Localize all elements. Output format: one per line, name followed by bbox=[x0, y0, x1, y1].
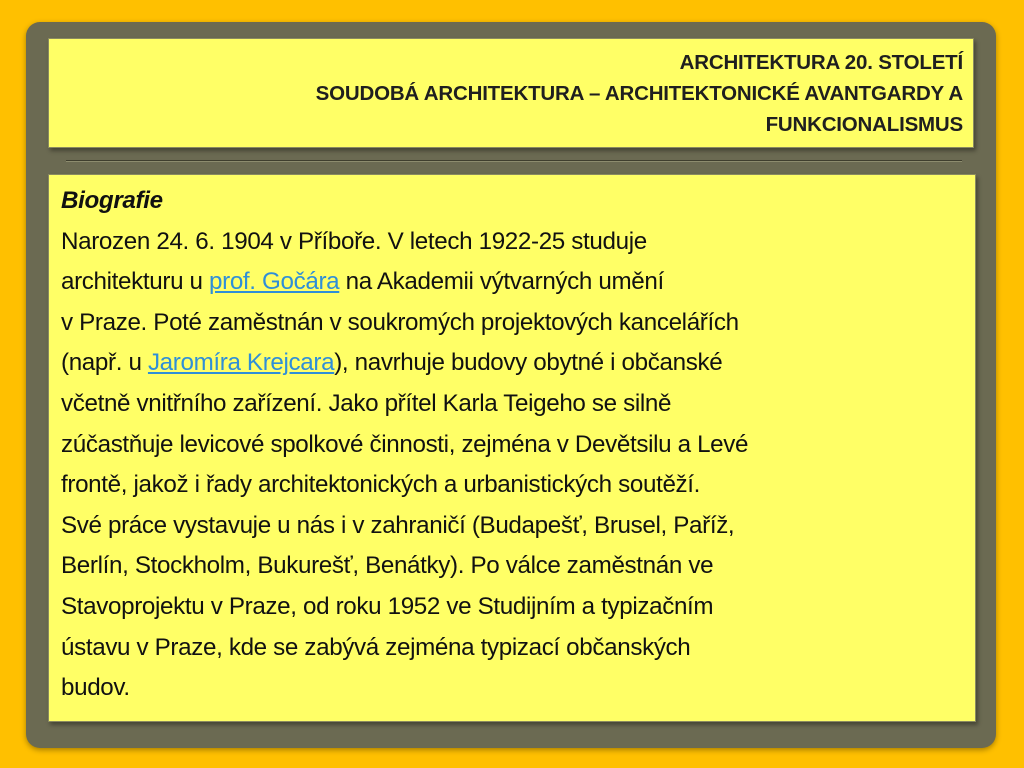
text-fragment: (např. u bbox=[61, 349, 148, 377]
biography-text bbox=[61, 181, 967, 709]
slide-title bbox=[316, 47, 963, 140]
text-line: v Praze. Poté zaměstnán v soukromých projektových kancelářích bbox=[61, 308, 739, 336]
content-box bbox=[48, 174, 976, 722]
link-jaromir-krejcar[interactable]: Jaromíra Krejcara bbox=[147, 349, 335, 377]
title-line-2: SOUDOBÁ ARCHITEKTURA – ARCHITEKTONICKÉ AVANTGARDY A bbox=[315, 82, 963, 105]
text-line: frontě, jakož i řady architektonických a urbanistických soutěží. bbox=[61, 471, 701, 499]
text-fragment: ), navrhuje budovy obytné i občanské bbox=[334, 349, 723, 377]
title-divider bbox=[66, 160, 962, 162]
text-line: Své práce vystavuje u nás i v zahraničí (Budapešť, Brusel, Paříž, bbox=[61, 511, 735, 539]
text-line: Stavoprojektu v Praze, od roku 1952 ve Studijním a typizačním bbox=[61, 592, 714, 620]
link-prof-gocar[interactable]: prof. Gočára bbox=[209, 268, 340, 296]
text-line: včetně vnitřního zařízení. Jako přítel Karla Teigeho se silně bbox=[61, 389, 672, 417]
title-box bbox=[48, 38, 974, 148]
title-line-3: FUNKCIONALISMUS bbox=[765, 113, 963, 136]
text-line: ústavu v Praze, kde se zabývá zejména typizací občanských bbox=[61, 633, 691, 661]
text-line: Berlín, Stockholm, Bukurešť, Benátky). Po válce zaměstnán ve bbox=[61, 552, 714, 580]
text-line: budov. bbox=[61, 674, 130, 702]
text-line: zúčastňuje levicové spolkové činnosti, zejména v Devětsilu a Levé bbox=[61, 430, 749, 458]
biography-heading: Biografie bbox=[61, 187, 163, 214]
text-line bbox=[61, 262, 967, 303]
text-fragment: architekturu u bbox=[61, 268, 210, 296]
title-line-1: ARCHITEKTURA 20. STOLETÍ bbox=[679, 51, 963, 74]
text-line bbox=[61, 343, 967, 384]
text-fragment: na Akademii výtvarných umění bbox=[339, 268, 664, 296]
text-line: Narozen 24. 6. 1904 v Příboře. V letech 1922-25 studuje bbox=[61, 227, 647, 255]
